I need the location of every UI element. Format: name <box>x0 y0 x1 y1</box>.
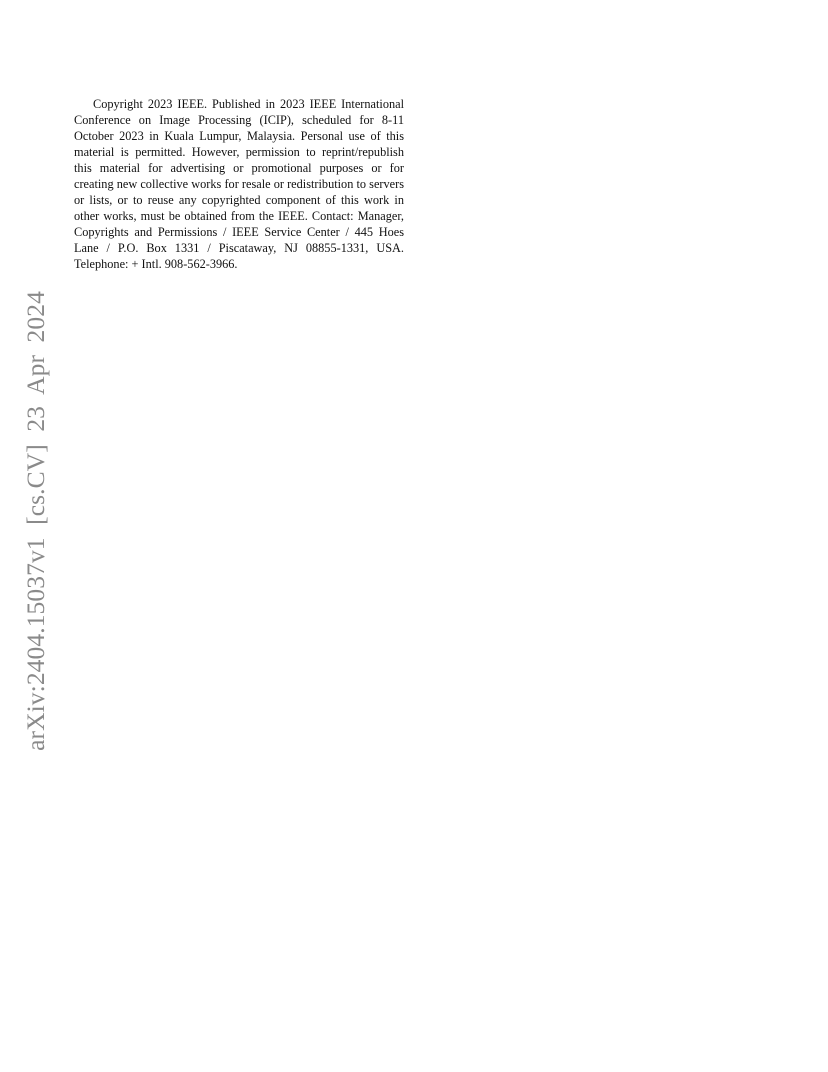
copyright-notice: Copyright 2023 IEEE. Published in 2023 IEEE International Conference on Image Processing (ICIP), scheduled for 8-11 October 2023 in Kuala Lumpur, Malaysia. Personal use of this material is permitted. However, permission to reprint/republish this material for advertising or promotional purposes or for creating new collective works for resale or redistribution to servers or lists, or to reuse any copyrighted component of this work in other works, must be obtained from the IEEE. Contact: Manager, Copyrights and Permissions / IEEE Service Center / 445 Hoes Lane / P.O. Box 1331 / Piscataway, NJ 08855-1331, USA. Telephone: + Intl. 908-562-3966. <box>74 97 404 271</box>
arxiv-identifier-stamp: arXiv:2404.15037v1 [cs.CV] 23 Apr 2024 <box>21 291 50 751</box>
